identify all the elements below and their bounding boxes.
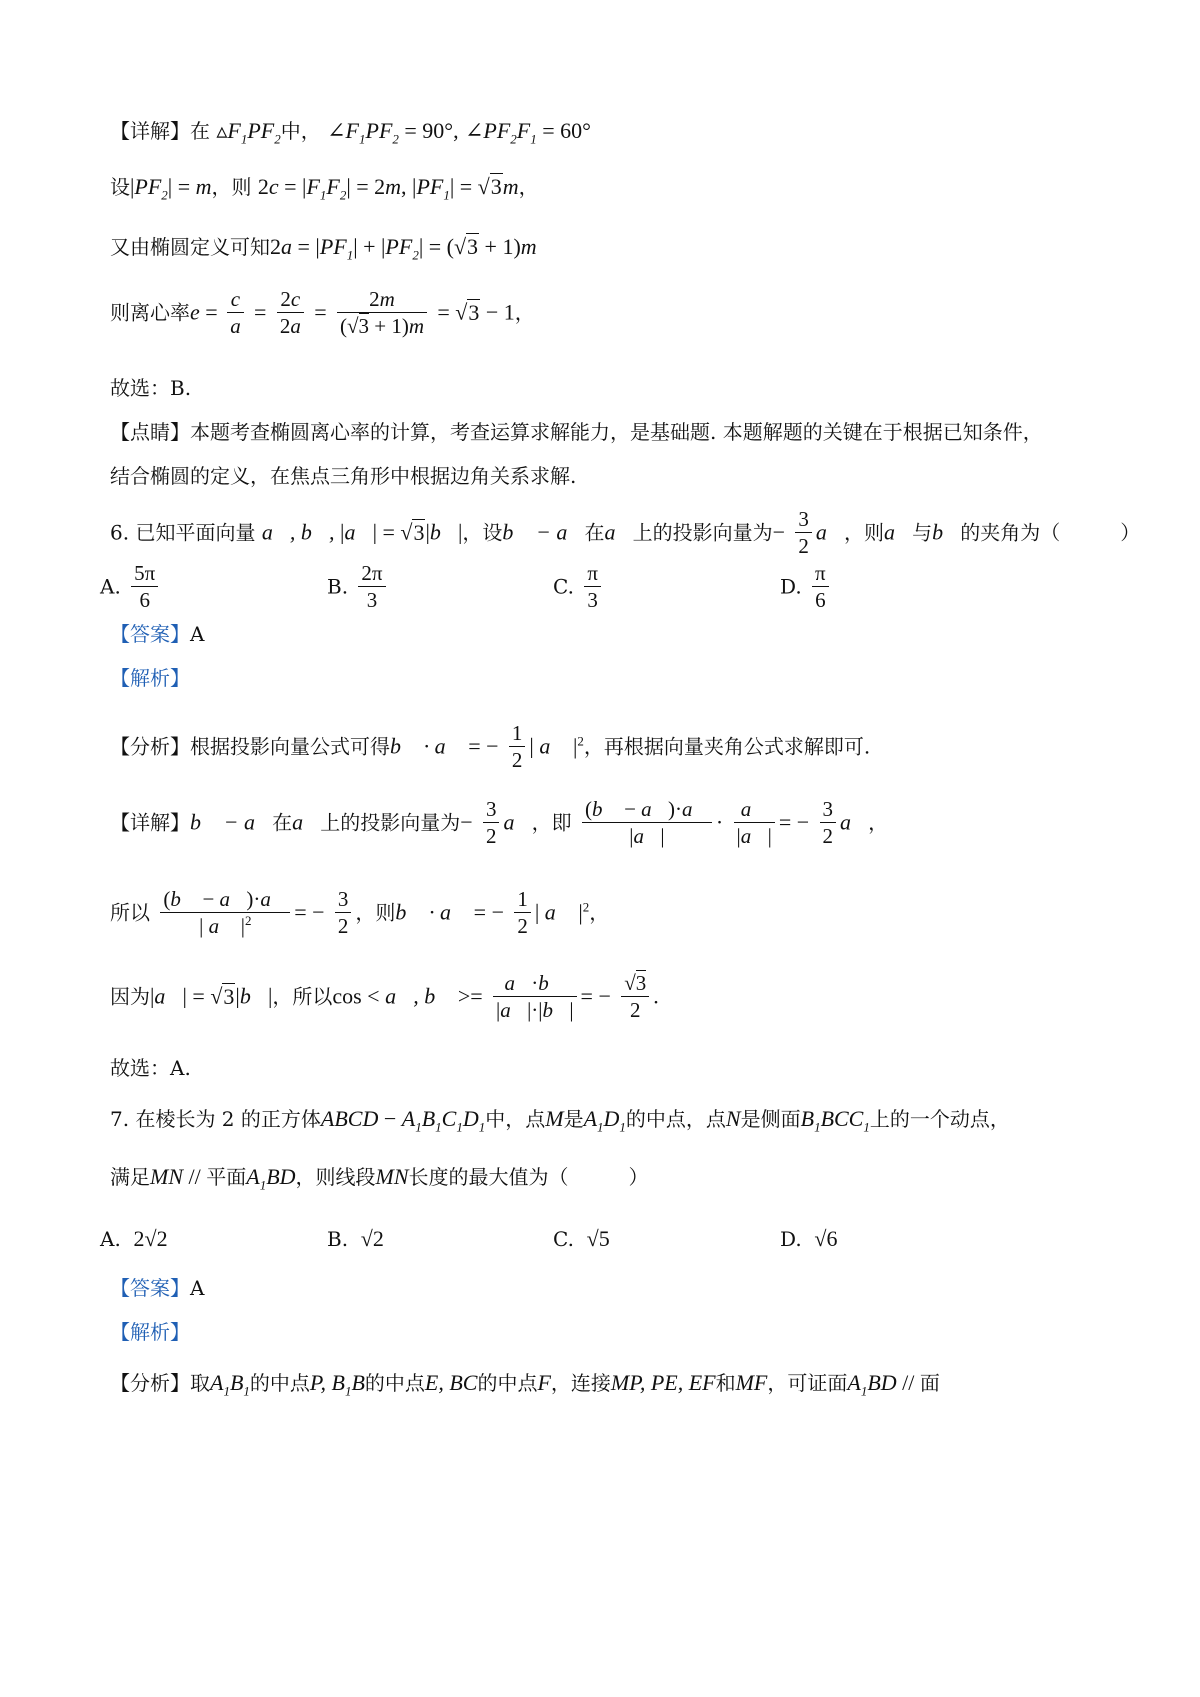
p3-a: a — [281, 234, 292, 259]
q6-l2-abs: | — [534, 899, 545, 925]
p5-text: 故选：B. — [110, 376, 192, 400]
p3-pf2: $PF_2$ — [385, 234, 419, 263]
p1-tri: $F_1PF_2$ — [227, 118, 281, 147]
q6-xj-bma: b⃗ − a⃗ — [190, 809, 273, 835]
q6-option-d-num: π — [812, 560, 829, 587]
q7-option-a[interactable] — [100, 1226, 168, 1252]
q6-fenxi-t1: 根据投影向量公式可得 — [190, 734, 390, 759]
q6-l3-b: b⃗ — [239, 983, 268, 1009]
q7-fx-f: F — [537, 1370, 551, 1395]
p3-m: m — [520, 234, 537, 259]
q6-l2-frac2: $\frac{3}{2}$ — [335, 886, 352, 939]
q6-l2-a: a⃗ — [544, 899, 573, 925]
q6-yu: 与 — [912, 520, 933, 545]
p2-sqrt3: √3 — [477, 174, 502, 199]
p2-comma: , | — [401, 174, 417, 199]
q7-cube: ABCD — [320, 1106, 379, 1131]
q6-neg: − — [772, 519, 786, 545]
q6-abs2: | — [425, 519, 430, 545]
q7-t4: 是侧面 — [740, 1107, 801, 1131]
q6-l2-eq: = − — [294, 899, 325, 925]
p6-tag: 【点睛】 — [110, 420, 190, 444]
p4-eq3: = — [314, 299, 327, 325]
q6-option-d-label: D. — [780, 574, 802, 599]
q6-xiangjie-line — [110, 796, 888, 849]
q6-l3-abs3: | — [267, 983, 273, 1009]
p3-pf1: $PF_1$ — [319, 234, 354, 263]
q6-option-d-den: 6 — [815, 588, 826, 613]
q7-fx-par: // — [896, 1370, 920, 1395]
p3-sqrt3: √3 — [453, 234, 479, 259]
q6-xiangjie-tag: 【详解】 — [110, 810, 190, 835]
p4-prefix: 则离心率 — [110, 300, 190, 325]
q6-fenxi-frac: $\frac{1}{2}$ — [509, 720, 526, 773]
q6-l3-suoyi: ，所以 — [272, 984, 333, 1009]
q6-l3-gt: >= — [452, 983, 483, 1009]
p2-c: c — [268, 174, 279, 199]
p2-2c: 2 — [257, 174, 269, 199]
p1-angle2-val: = 60° — [536, 118, 591, 143]
q6-option-d-frac — [812, 560, 829, 613]
p1-angle2: ∠ — [464, 118, 484, 143]
q7-face: $B_1BCC_1$ — [800, 1106, 870, 1135]
q7-fx-t2: 的中点 — [364, 1371, 425, 1395]
q7-t5: 上的一个动点， — [869, 1107, 1010, 1131]
q7-option-d[interactable] — [780, 1226, 837, 1252]
p6-line — [110, 422, 1043, 442]
q6-fenxi-ba: b⃗ · a⃗ — [390, 733, 463, 759]
p3-eq1: = | — [292, 234, 320, 259]
q6-frac-3-2: $\frac{3}{2}$ — [795, 506, 812, 559]
p2-ze: ，则 — [211, 175, 252, 199]
q6-answer-tag: 【答案】 — [110, 622, 190, 646]
q6-stem — [110, 506, 1140, 559]
q6-b5: b⃗ — [932, 519, 961, 545]
p4-frac-2m: $\frac{2m}{(√3 + 1)m}$ — [337, 286, 427, 339]
q6-l2-frac3: $\frac{1}{2}$ — [514, 886, 531, 939]
q7-option-d-label: D. — [780, 1227, 802, 1251]
q6-l3-yinwei: 因为 — [110, 984, 150, 1009]
q7-mn: MN — [150, 1164, 183, 1189]
p2-m: m — [195, 174, 212, 199]
p4-eq1: = — [199, 299, 224, 325]
p3-text: 又由椭圆定义可知 — [110, 235, 270, 259]
q7-answer: A — [190, 1276, 205, 1300]
q6-l3-eq2: = − — [580, 983, 611, 1009]
q6-xj-dot: · — [715, 809, 724, 835]
q6-ze: ，则 — [844, 520, 885, 545]
q7-fx-t4: ，连接 — [550, 1371, 611, 1395]
q7-option-d-value: √6 — [814, 1226, 838, 1251]
q7-m: M — [545, 1106, 564, 1131]
q6-option-a-label: A. — [100, 574, 121, 599]
q7-fx-a1b1: $A_1B_1$ — [210, 1370, 250, 1399]
q6-xj-a3: a⃗ — [840, 809, 869, 835]
p1-angle1: ∠ — [327, 118, 346, 143]
p6-text: 本题考查椭圆离心率的计算，考查运算求解能力，是基础题. 本题解题的关键在于根据已知条件， — [190, 420, 1043, 444]
q7-t3: 的中点，点 — [625, 1107, 726, 1131]
p1-line — [110, 120, 591, 145]
q6-xj-a2: a⃗ — [503, 809, 532, 835]
p1-angle1-name: $F_1PF_2$ — [345, 118, 399, 147]
q6-answer-line — [110, 624, 204, 644]
p2-eq4: | = — [449, 174, 478, 199]
q6-proj: 上的投影向量为 — [632, 520, 773, 545]
p4-sqrt3: √3 — [455, 299, 480, 325]
q6-xj-eq: = − — [778, 809, 810, 835]
q7-fx-t1: 的中点 — [249, 1371, 310, 1395]
q6-fenxi-sq: $|^2$ — [567, 733, 584, 760]
q7-a1d1: $A_1D_1$ — [583, 1106, 626, 1135]
q7-option-c[interactable] — [553, 1226, 610, 1252]
q6-she: ，设 — [462, 520, 503, 545]
q6-xj-frac1: $\frac{3}{2}$ — [483, 796, 500, 849]
q6-option-b-den: 3 — [366, 588, 378, 613]
p6-line2 — [110, 466, 576, 486]
p2-line — [110, 176, 539, 201]
q6-a4: a⃗ — [815, 519, 845, 545]
p4-line — [110, 286, 535, 339]
q7-n: N — [725, 1106, 741, 1131]
q7-par: // — [183, 1164, 207, 1189]
q6-num: 6. 已知平面向量 — [110, 520, 256, 545]
q6-xj-neg: − — [460, 809, 473, 835]
q6-bma: b⃗ − a⃗ — [502, 519, 585, 545]
q6-option-b-num: 2π — [358, 560, 385, 587]
q7-option-c-value: √5 — [586, 1226, 610, 1251]
q6-fenxi-abs: | — [529, 733, 540, 759]
q6-sqrt3: √3 — [400, 519, 425, 545]
q7-option-b-label: B. — [327, 1227, 349, 1251]
q7-cube2: $A_1B_1C_1D_1$ — [401, 1106, 486, 1135]
p4-end: ， — [514, 300, 535, 325]
q6-choose: 故选：A. — [110, 1056, 191, 1080]
q6-option-c-num: π — [584, 560, 601, 587]
q6-line3 — [110, 970, 659, 1023]
q7-stem2 — [110, 1166, 649, 1191]
q7-stem1 — [110, 1108, 1010, 1133]
q6-l2-ze: ，则 — [355, 900, 396, 925]
q7-fx-lines: MP, PE, EF — [610, 1370, 716, 1395]
q7-fx-e: E, BC — [424, 1370, 478, 1395]
q6-l3-abs2: | — [235, 983, 240, 1009]
q6-abs: | — [340, 519, 345, 545]
p1-angle1-val: = 90°, — [398, 118, 459, 143]
q6-xj-proj: 上的投影向量为 — [320, 810, 461, 835]
q6-l2-suoyi: 所以 — [110, 900, 150, 925]
p2-pf2: $PF_2$ — [134, 174, 168, 203]
q6-fenxi-a: a⃗ — [539, 733, 568, 759]
p2-pf1: $PF_1$ — [416, 174, 450, 203]
q7-num: 7. 在棱长为 2 的正方体 — [110, 1107, 321, 1131]
q7-fx-mian: 面 — [919, 1371, 940, 1395]
q7-fenxi-tag: 【分析】取 — [110, 1371, 210, 1395]
q7-t1: 中，点 — [485, 1107, 546, 1131]
p2-eq1: | = — [167, 174, 196, 199]
q6-l3-abs: | — [150, 983, 155, 1009]
q7-option-a-label: A. — [100, 1227, 121, 1251]
q7-fx-mf: MF — [735, 1370, 768, 1395]
p3-plus1: + 1) — [479, 234, 521, 259]
p3-eq2: | = ( — [418, 234, 454, 259]
q7-fx-a1bd: $A_1BD$ — [847, 1370, 897, 1399]
p2-end: ， — [518, 175, 539, 199]
q6-fenxi-eq: = − — [462, 733, 499, 759]
q6-l2-sq: $|^2$ — [572, 899, 590, 926]
q6-xj-end: ， — [868, 810, 889, 835]
q6-option-b-frac — [358, 560, 385, 613]
q6-l2-eq2: = − — [468, 899, 504, 925]
q6-xj-frac3: $\frac{a⃗}{|a⃗|}$ — [734, 796, 775, 849]
p1-angle2-name: $PF_2F_1$ — [483, 118, 537, 147]
q7-minus: − — [378, 1106, 402, 1131]
p1-mid: 中， — [280, 119, 321, 143]
p4-e: e — [190, 299, 200, 325]
q6-b2: b⃗ — [429, 519, 458, 545]
q7-pm: 平面 — [206, 1165, 247, 1189]
q7-option-b[interactable] — [327, 1226, 384, 1252]
q6-option-c[interactable] — [553, 560, 605, 613]
q6-option-d[interactable] — [780, 560, 833, 613]
q7-mn2: MN — [375, 1164, 409, 1189]
q7-t6: ，则线段 — [295, 1165, 376, 1189]
q7-fx-t5: ，可证面 — [767, 1371, 848, 1395]
q6-l2-ba: b⃗ · a⃗ — [395, 899, 469, 925]
q6-option-c-den: 3 — [587, 588, 598, 613]
q7-fx-p: P, $B_1B$ — [309, 1370, 365, 1399]
q6-option-c-frac — [584, 560, 601, 613]
q6-option-a-num: 5π — [131, 560, 158, 587]
q6-answer: A — [190, 622, 205, 646]
p2-f1f2: $F_1F_2$ — [306, 174, 347, 203]
q7-manzu: 满足 — [110, 1165, 150, 1189]
q6-xj-ji: ，即 — [531, 810, 572, 835]
q6-line2 — [110, 886, 609, 939]
p4-minus: − 1 — [480, 299, 515, 325]
q7-fenxi-line — [110, 1372, 940, 1397]
q6-xj-zai: 在 — [272, 810, 293, 835]
q7-fx-he: 和 — [715, 1371, 736, 1395]
q6-a3: a⃗ — [604, 519, 633, 545]
q6-l3-frac2: $\frac{√3}{2}$ — [621, 970, 649, 1023]
triangle-symbol: ▵ — [216, 118, 228, 143]
q6-l3-frac1: $\frac{a⃗\cdot b⃗}{|a⃗|\cdot|b⃗|}$ — [493, 970, 577, 1023]
q6-option-a-frac — [131, 560, 158, 613]
q6-option-b[interactable] — [327, 560, 390, 613]
q6-fenxi-tag: 【分析】 — [110, 734, 190, 759]
q7-t7: 长度的最大值为（ ） — [408, 1165, 649, 1189]
q6-l3-cos: cos < — [332, 983, 386, 1009]
q6-vec-a: a⃗, b⃗, — [261, 519, 341, 545]
q6-a2: a⃗ — [344, 519, 373, 545]
p2-eq2: = | — [278, 174, 307, 199]
q7-option-b-value: √2 — [360, 1226, 384, 1251]
q6-l3-end: . — [653, 983, 659, 1009]
p2-abs1: | — [130, 174, 135, 199]
q6-l3-eq: | = — [182, 983, 211, 1009]
p6-cont: 结合椭圆的定义，在焦点三角形中根据边角关系求解. — [110, 464, 577, 488]
q6-eq: | = — [372, 519, 401, 545]
p4-eq2: = — [254, 299, 267, 325]
q6-option-c-label: C. — [553, 574, 574, 599]
q7-option-a-value: 2√2 — [133, 1226, 168, 1251]
q7-answer-line — [110, 1278, 204, 1298]
q6-l3-a: a⃗ — [154, 983, 183, 1009]
q7-analysis-line — [110, 1322, 190, 1342]
q7-a1bd: $A_1BD$ — [246, 1164, 296, 1193]
q6-fenxi-t2: ，再根据向量夹角公式求解即可. — [583, 734, 871, 759]
p1-prefix: 在 — [190, 119, 210, 143]
q6-option-a-den: 6 — [139, 588, 150, 613]
q6-xj-frac2: $\frac{(b⃗ - a⃗)\cdot a⃗}{|a⃗|}$ — [582, 796, 712, 849]
q7-analysis-tag: 【解析】 — [110, 1320, 190, 1344]
q6-xj-frac4: $\frac{3}{2}$ — [820, 796, 837, 849]
q6-l3-ab: a⃗, b⃗ — [385, 983, 453, 1009]
p2-m3: m — [502, 174, 519, 199]
q6-analysis-tag: 【解析】 — [110, 666, 190, 690]
q6-zai: 在 — [584, 520, 605, 545]
q6-l2-end: ， — [589, 900, 610, 925]
p3-2: 2 — [270, 234, 281, 259]
p3-line — [110, 236, 537, 261]
q6-option-a[interactable] — [100, 560, 162, 613]
p2-she: 设 — [110, 175, 130, 199]
p5-line — [110, 378, 191, 398]
q7-fx-t3: 的中点 — [477, 1371, 538, 1395]
p4-eq4: = — [437, 299, 456, 325]
q6-analysis-line — [110, 668, 190, 688]
q6-abs3: | — [458, 519, 463, 545]
q6-a5: a⃗ — [884, 519, 913, 545]
q6-option-b-label: B. — [327, 574, 349, 599]
q6-angle: 的夹角为（ ） — [960, 520, 1141, 545]
q7-answer-tag: 【答案】 — [110, 1276, 190, 1300]
q6-l3-sqrt3: √3 — [210, 983, 235, 1009]
p2-eq3: | = 2 — [346, 174, 386, 199]
q6-fenxi-line — [110, 720, 870, 773]
p4-frac-2c-2a: $\frac{2c}{2a}$ — [277, 286, 304, 339]
q7-option-c-label: C. — [553, 1227, 574, 1251]
p1-tag: 【详解】 — [110, 119, 190, 143]
p4-frac-c-a: $\frac{c}{a}$ — [227, 286, 244, 339]
q6-l2-frac1: $\frac{(b⃗ - a⃗)\cdot a⃗}{| a⃗ |^2}$ — [160, 886, 290, 939]
q6-xj-a: a⃗ — [292, 809, 321, 835]
q7-t2: 是 — [563, 1107, 584, 1131]
p3-plus: | + | — [353, 234, 386, 259]
q6-choose-line — [110, 1058, 191, 1078]
p2-m2: m — [385, 174, 402, 199]
